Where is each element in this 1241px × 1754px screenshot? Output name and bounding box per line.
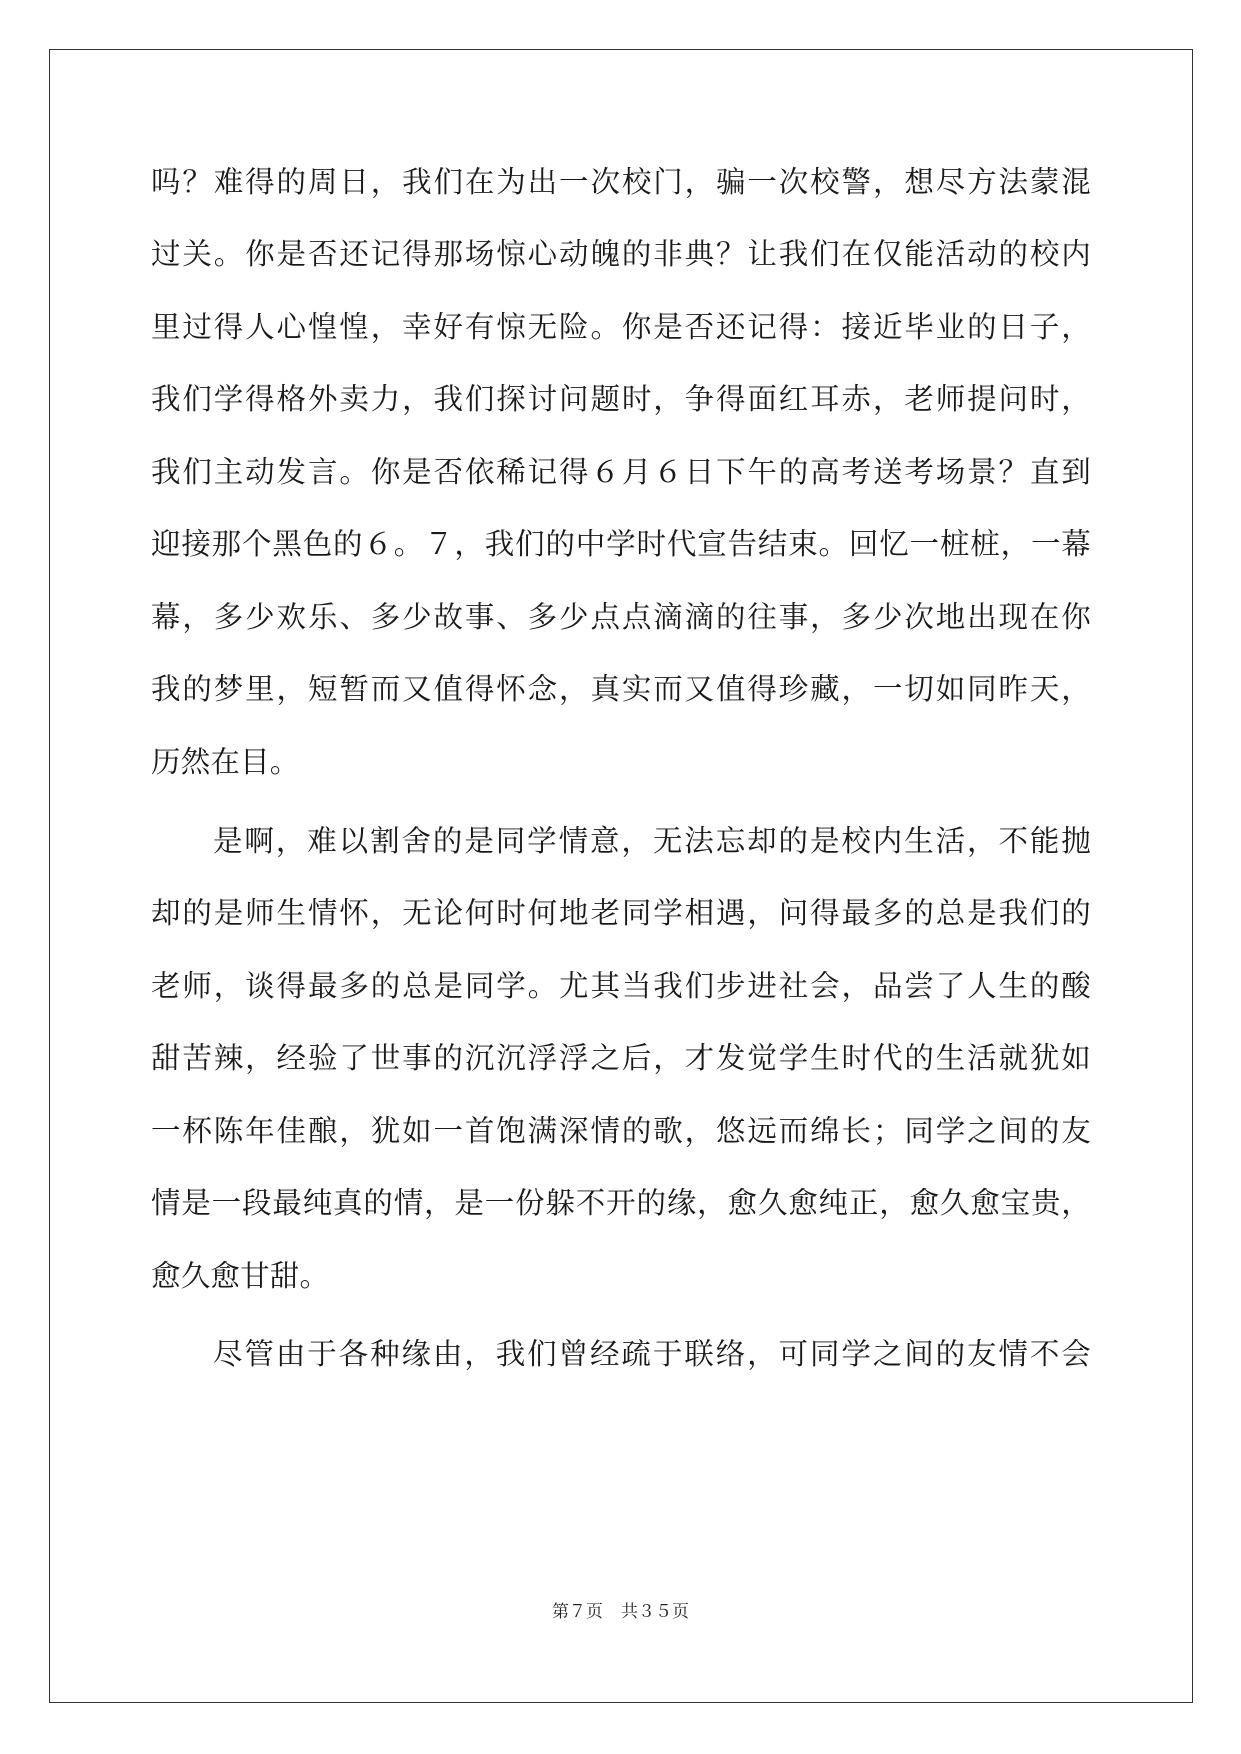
text-line: 却的是师生情怀，无论何时何地老同学相遇，问得最多的总是我们的 [151,896,1091,930]
text-line: 我们学得格外卖力，我们探讨问题时，争得面红耳赤，老师提问时， [151,382,1091,416]
text-line: 一杯陈年佳酿，犹如一首饱满深情的歌，悠远而绵长；同学之间的友 [151,1114,1091,1148]
text-line: 吗？难得的周日，我们在为出一次校门，骗一次校警，想尽方法蒙混 [151,165,1091,199]
text-line: 情是一段最纯真的情，是一份躲不开的缘，愈久愈纯正，愈久愈宝贵， [151,1186,1091,1220]
text-line: 里过得人心惶惶，幸好有惊无险。你是否还记得：接近毕业的日子， [151,310,1091,344]
page-footer [0,1600,1241,1624]
paragraph-first-line: 尽管由于各种缘由，我们曾经疏于联络，可同学之间的友情不会 [213,1337,1091,1371]
text-line: 迎接那个黑色的６。７，我们的中学时代宣告结束。回忆一桩桩，一幕 [151,527,1091,561]
text-line: 我的梦里，短暂而又值得怀念，真实而又值得珍藏，一切如同昨天， [151,672,1091,706]
text-line: 幕，多少欢乐、多少故事、多少点点滴滴的往事，多少次地出现在你 [151,600,1091,634]
text-line: 历然在目。 [151,745,300,779]
text-line: 过关。你是否还记得那场惊心动魄的非典？让我们在仅能活动的校内 [151,237,1091,271]
text-line: 老师，谈得最多的总是同学。尤其当我们步进社会，品尝了人生的酸 [151,969,1091,1003]
paragraph-first-line: 是啊，难以割舍的是同学情意，无法忘却的是校内生活，不能抛 [213,824,1091,858]
text-line: 甜苦辣，经验了世事的沉沉浮浮之后，才发觉学生时代的生活就犹如 [151,1041,1091,1075]
page-total: 共３５页 [621,1602,689,1622]
text-line: 愈久愈甘甜。 [151,1259,330,1293]
page-border [49,49,1193,1703]
page-number: 第７页 [552,1602,603,1622]
text-line: 我们主动发言。你是否依稀记得６月６日下午的高考送考场景？直到 [151,455,1091,489]
